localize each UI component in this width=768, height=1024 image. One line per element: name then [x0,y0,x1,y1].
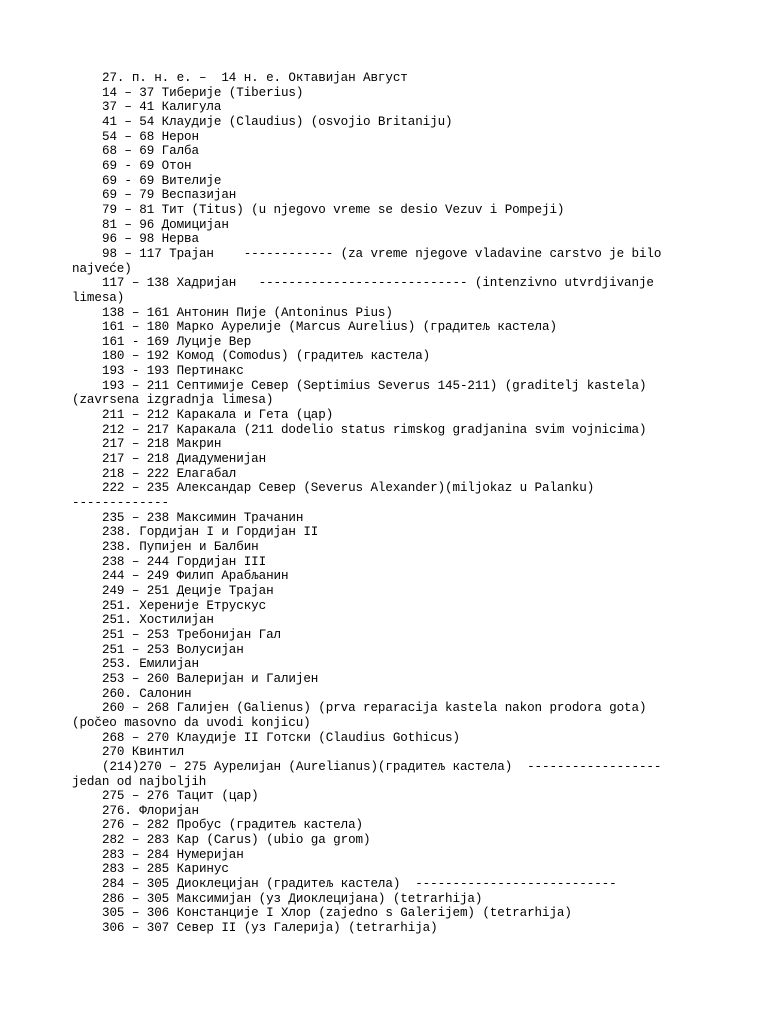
ruler-entry-line: 69 - 69 Вителије [102,173,222,188]
ruler-entry-line: 251 – 253 Требонијан Гал [102,627,281,642]
continuation-line: (počeo masovno da uvodi konjicu) [72,715,311,730]
ruler-entry-line: 69 – 79 Веспазијан [102,188,237,203]
ruler-entry-line: 305 – 306 Констанције I Хлор (zajedno s Galerijem) (tetrarhija) [102,906,572,921]
ruler-entry-line: 218 – 222 Елагабал [102,466,237,481]
ruler-entry-line: 161 – 180 Марко Аурелије (Marcus Aurelius) (градитељ кастела) [102,320,557,335]
ruler-entry-line: 276. Флоријан [102,803,199,818]
ruler-entry-line: 238. Гордијан I и Гордијан II [102,525,319,540]
ruler-entry-line: 284 – 305 Диоклецијан (градитељ кастела) --------------------------- [102,877,617,892]
ruler-entry-line: 193 - 193 Пертинакс [102,364,244,379]
ruler-entry-line: 306 – 307 Север II (уз Галерија) (tetrarhija) [102,921,438,936]
continuation-line: (zavrsena izgradnja limesa) [72,393,274,408]
ruler-entry-line: 270 Квинтил [102,745,185,760]
ruler-entry-line: 69 - 69 Отон [102,158,192,173]
ruler-entry-line: 260 – 268 Галијен (Galienus) (prva reparacija kastela nakon prodora gota) [102,701,647,716]
ruler-entry-line: 283 – 284 Нумеријан [102,847,244,862]
ruler-entry-line: 217 – 218 Макрин [102,437,222,452]
ruler-entry-line: 14 – 37 Тиберије (Tiberius) [102,85,304,100]
ruler-entry-line: 268 – 270 Клаудије II Готски (Claudius Gothicus) [102,730,460,745]
ruler-entry-line: 41 – 54 Клаудије (Claudius) (osvojio Britaniju) [102,114,453,129]
ruler-entry-line: 138 – 161 Антонин Пије (Antoninus Pius) [102,305,393,320]
continuation-line: limesa) [72,290,125,305]
ruler-entry-line: 253 – 260 Валеријан и Галијен [102,671,319,686]
ruler-entry-line: 260. Салонин [102,686,192,701]
ruler-entry-line: 217 – 218 Диадуменијан [102,452,267,467]
ruler-entry-line: 286 – 305 Максимијан (уз Диоклецијана) (tetrarhija) [102,891,483,906]
ruler-entry-line: 275 – 276 Тацит (цар) [102,789,259,804]
ruler-entry-line: 81 – 96 Домицијан [102,217,229,232]
ruler-entry-line: 98 – 117 Трајан ------------ (za vreme njegove vladavine carstvo je bilo [102,246,662,261]
ruler-entry-line: 193 – 211 Септимије Север (Septimius Severus 145-211) (graditelj kastela) [102,378,647,393]
ruler-entry-line: 37 – 41 Калигула [102,100,222,115]
ruler-entry-line: 238 – 244 Гордијан III [102,554,267,569]
ruler-entry-line: 244 – 249 Филип Арабљанин [102,569,289,584]
ruler-entry-line: 79 – 81 Тит (Titus) (u njegovo vreme se desio Vezuv i Pompeji) [102,202,565,217]
ruler-entry-line: 27. п. н. е. – 14 н. е. Октавијан Август [102,71,408,85]
ruler-entry-line: 222 – 235 Александар Север (Severus Alexander)(miljokaz u Palanku) [102,481,595,496]
ruler-entry-line: 212 – 217 Каракала (211 dodelio status rimskog gradjanina svim vojnicima) [102,422,647,437]
ruler-entry-line: 251. Хостилијан [102,613,214,628]
continuation-line: jedan od najboljih [72,774,207,789]
ruler-entry-line: 251 – 253 Волусијан [102,642,244,657]
ruler-entry-line: 68 – 69 Галба [102,144,199,159]
ruler-entry-line: 282 – 283 Кар (Carus) (ubio ga grom) [102,833,371,848]
continuation-line: ------------- [72,496,169,511]
ruler-entry-line: 161 - 169 Луције Вер [102,334,252,349]
ruler-entry-line: 276 – 282 Пробус (градитељ кастела) [102,818,364,833]
ruler-entry-line: 96 – 98 Нерва [102,232,199,247]
ruler-entry-line: 249 – 251 Деције Трајан [102,583,274,598]
ruler-entry-line: 117 – 138 Хадријан ---------------------------- (intenzivno utvrdjivanje [102,276,654,291]
continuation-line: najveće) [72,261,132,276]
ruler-entry-line: 251. Херениje Етрускус [102,598,267,613]
ruler-entry-line: 54 – 68 Нерон [102,129,199,144]
ruler-entry-line: 180 – 192 Комод (Comodus) (градитељ кастела) [102,349,431,364]
ruler-entry-line: 238. Пупијен и Балбин [102,540,259,554]
ruler-entry-line: 283 – 285 Каринус [102,862,229,877]
ruler-entry-line: 211 – 212 Каракала и Гета (цар) [102,408,334,423]
ruler-entry-line: 235 – 238 Максимин Трачанин [102,510,304,525]
ruler-entry-line: 253. Емилијан [102,657,199,672]
ruler-entry-line: (214)270 – 275 Аурелијан (Aurelianus)(градитељ кастела) ------------------ [102,759,662,774]
document-body [72,71,692,936]
